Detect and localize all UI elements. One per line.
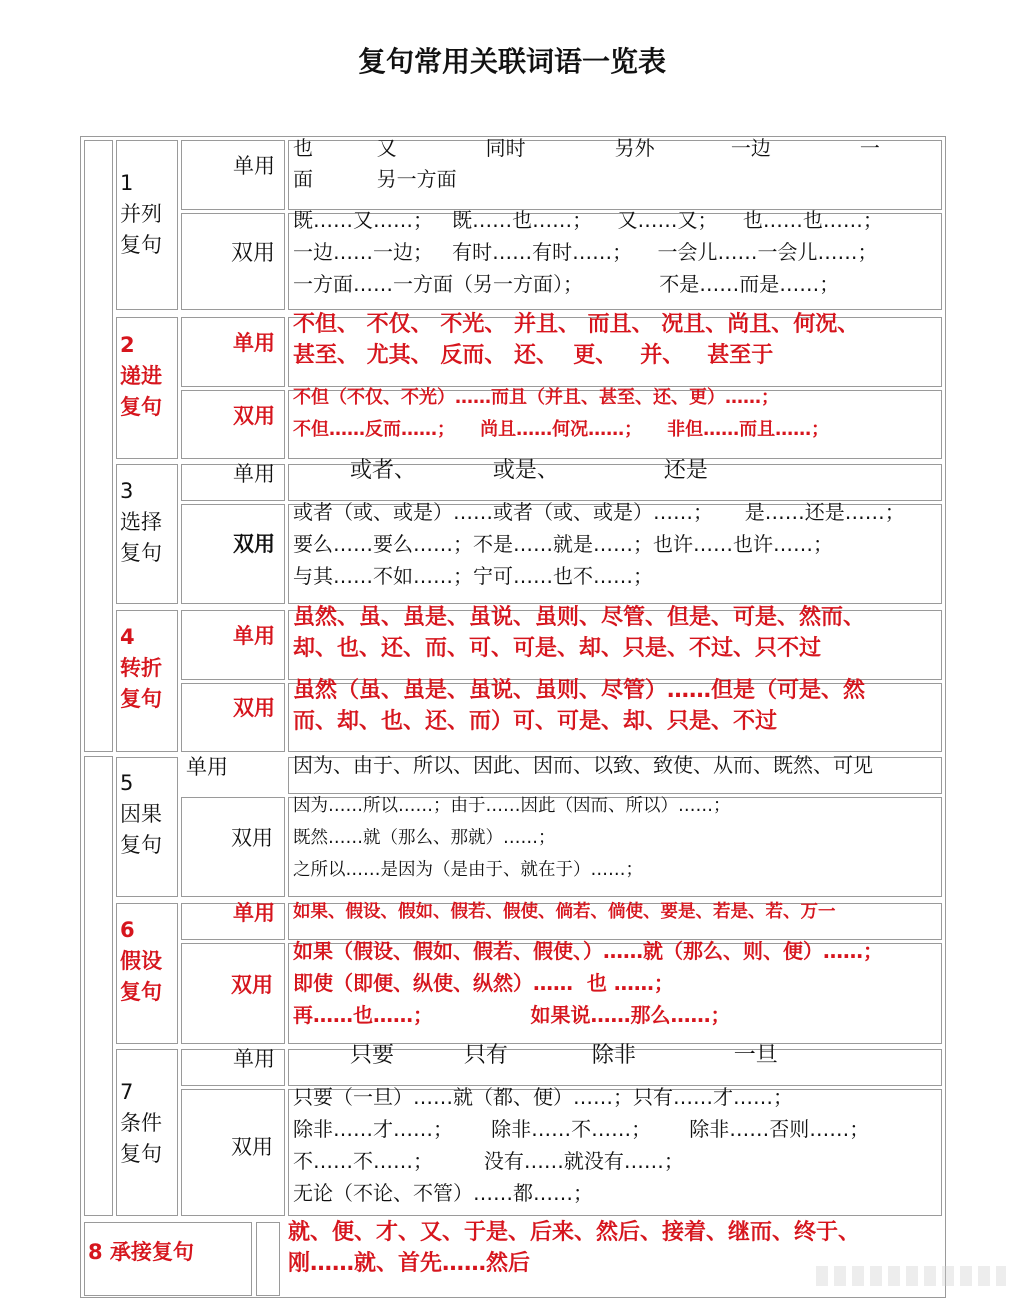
content-line: 因为……所以……；由于……因此（因而、所以）……； (293, 796, 731, 816)
content-line: 一边……一边； 有时……有时……； 一会儿……一会儿……； (293, 240, 878, 264)
content-line: 虽然（虽、虽是、虽说、虽则、尽管）……但是（可是、然 (293, 678, 866, 703)
content-line: 一方面……一方面（另一方面）； 不是……而是……； (293, 272, 840, 296)
content-line: 只要（一旦）……就（都、便）……；只有……才……； (293, 1085, 793, 1109)
double-use-label: 双用 (233, 532, 275, 556)
page-title: 复句常用关联词语一览表 (357, 45, 666, 78)
category-label-6: 6 假设 复句 (120, 918, 162, 1004)
category-label-2: 2 递进 复句 (120, 333, 162, 419)
double-use-label: 双用 (233, 404, 275, 428)
content-line: 或者（或、或是）……或者（或、或是）……； 是……还是……； (293, 500, 905, 524)
category-label-3: 3 选择 复句 (120, 479, 162, 565)
content-line: 如果、假设、假如、假若、假使、倘若、倘使、要是、若是、若、万一 (293, 902, 836, 922)
content-line: 之所以……是因为（是由于、就在于）……； (293, 860, 643, 880)
content-line: 甚至、 尤其、 反而、 还、 更、 并、 甚至于 (293, 343, 774, 368)
content-line: 与其……不如……；宁可……也不……； (293, 564, 653, 588)
watermark-logo (816, 1266, 1006, 1286)
category-label-1: 1 并列 复句 (120, 171, 162, 257)
double-use-label: 双用 (231, 826, 273, 850)
single-use-label: 单用 (233, 154, 275, 178)
category-label-7: 7 条件 复句 (120, 1080, 162, 1166)
category-label-8: 8 承接复句 (88, 1240, 194, 1264)
content-line: 不但（不仅、不光）……而且（并且、甚至、还、更）……； (293, 387, 779, 408)
content-line: 不但……反而……； 尚且……何况……； 非但……而且……； (293, 419, 830, 440)
content-line: 既……又……； 既……也……； 又……又； 也……也……； (293, 208, 883, 232)
category-label-5: 5 因果 复句 (120, 771, 162, 857)
double-use-label: 双用 (231, 1135, 273, 1159)
single-use-label: 单用 (233, 1047, 275, 1071)
content-cell-8-spacer (256, 1222, 280, 1296)
single-use-label: 单用 (233, 901, 275, 925)
content-line: 即使（即便、纵使、纵然）…… 也 ……； (293, 971, 674, 995)
single-use-label: 单用 (233, 331, 275, 355)
content-line: 除非……才……； 除非……不……； 除非……否则……； (293, 1117, 870, 1141)
content-line: 刚……就、首先……然后 (288, 1251, 531, 1276)
double-use-label: 双用 (231, 241, 276, 266)
double-use-label: 双用 (233, 696, 275, 720)
double-use-label: 双用 (231, 973, 273, 997)
category-label-4: 4 转折 复句 (120, 625, 162, 711)
content-line: 只要 只有 除非 一旦 (350, 1043, 778, 1068)
content-line: 而、却、也、还、而）可、可是、却、只是、不过 (293, 709, 778, 734)
content-line: 因为、由于、所以、因此、因而、以致、致使、从而、既然、可见 (293, 753, 873, 777)
content-line: 或者、 或是、 还是 (350, 458, 708, 483)
content-line: 面 另一方面 (293, 167, 457, 191)
single-use-label: 单用 (186, 755, 228, 779)
content-line: 却、也、还、而、可、可是、却、只是、不过、只不过 (293, 636, 822, 661)
content-line: 就、便、才、又、于是、后来、然后、接着、继而、终于、 (288, 1220, 861, 1245)
single-use-label: 单用 (233, 462, 275, 486)
content-line: 要么……要么……；不是……就是……；也许……也许……； (293, 532, 833, 556)
content-line: 无论（不论、不管）……都……； (293, 1181, 593, 1205)
single-use-label: 单用 (233, 624, 275, 648)
content-line: 再……也……； 如果说……那么……； (293, 1003, 731, 1027)
content-line: 虽然、虽、虽是、虽说、虽则、尽管、但是、可是、然而、 (293, 605, 866, 630)
group-column-bottom (84, 756, 113, 1216)
group-column-top (84, 140, 113, 752)
content-line: 也 又 同时 另外 一边 一 (293, 136, 880, 160)
content-line: 如果（假设、假如、假若、假使、）……就（那么、则、便）……； (293, 939, 883, 963)
content-line: 不但、 不仅、 不光、 并且、 而且、 况且、尚且、何况、 (293, 312, 860, 337)
content-line: 不……不……； 没有……就没有……； (293, 1149, 684, 1173)
content-line: 既然……就（那么、那就）……； (293, 828, 556, 848)
